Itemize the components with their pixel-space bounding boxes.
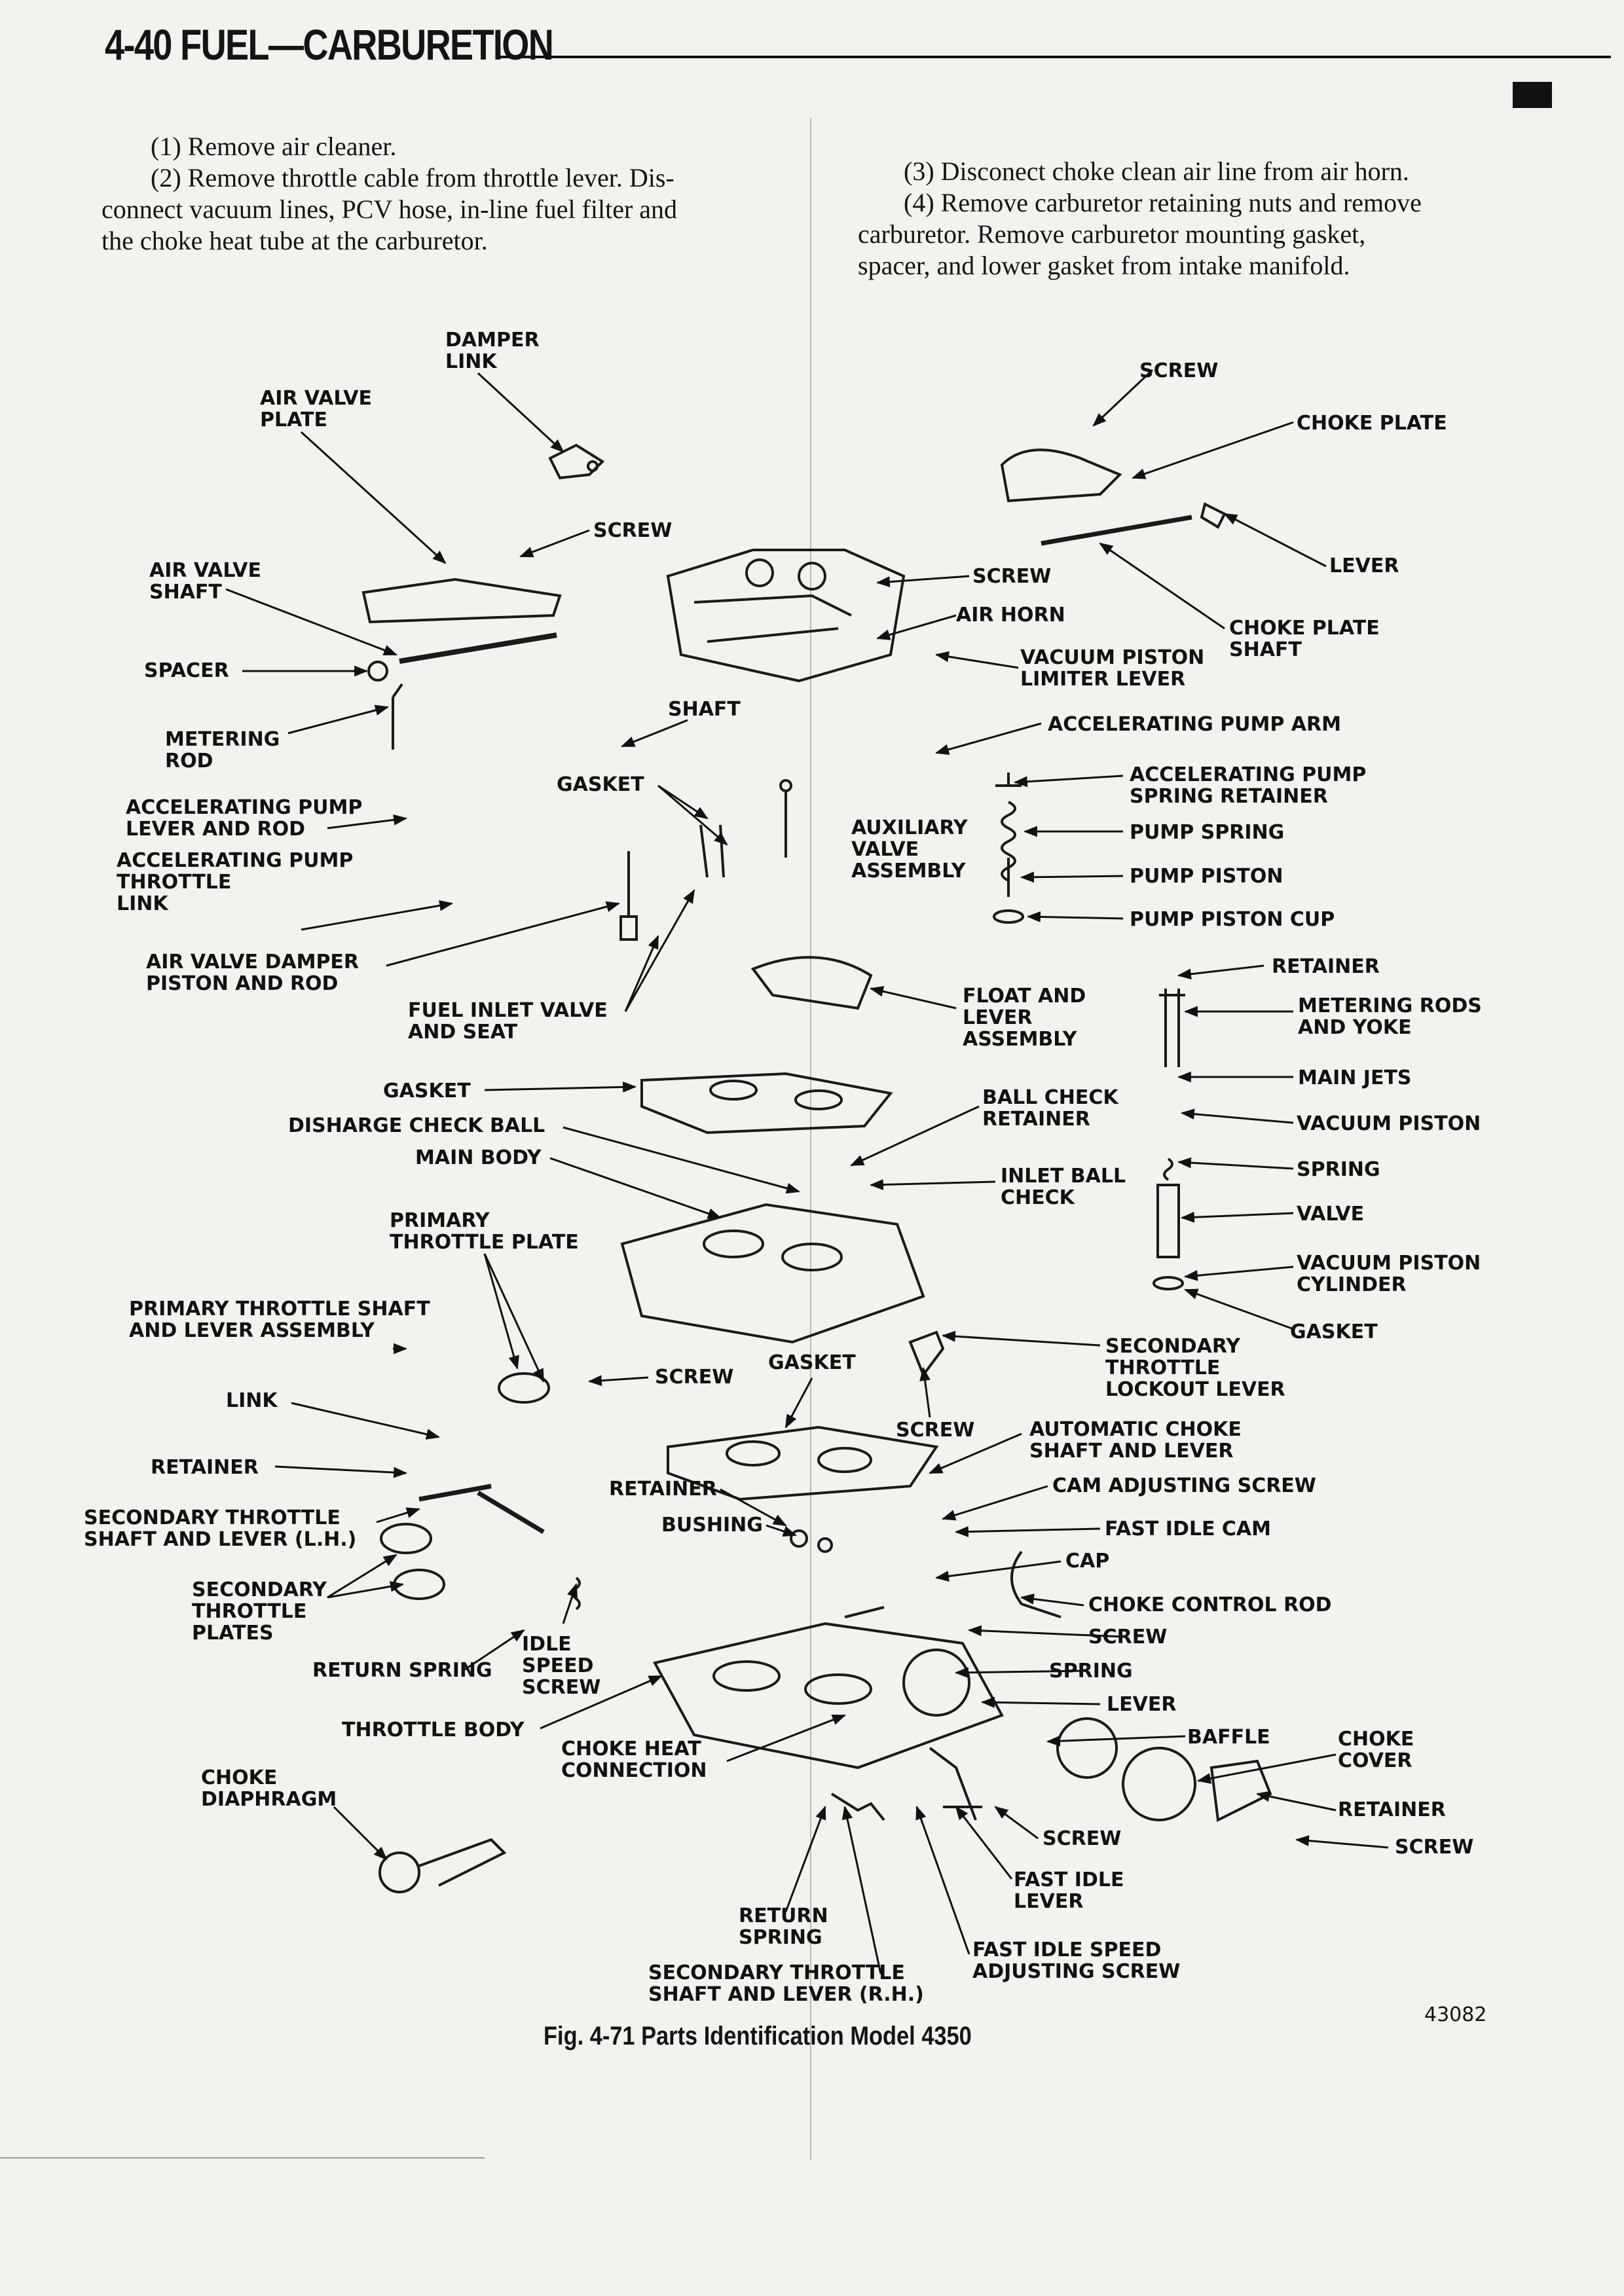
bottom-scan-rule <box>0 2157 485 2159</box>
callout-bushing: BUSHING <box>661 1514 763 1537</box>
callout-choke-heat-connection: CHOKE HEAT CONNECTION <box>561 1738 707 1782</box>
step-3: (3) Disconect choke clean air line from air horn. <box>904 156 1409 186</box>
callout-inlet-ball-check: INLET BALL CHECK <box>1001 1165 1126 1209</box>
callout-screw-lower-right: SCREW <box>1088 1626 1168 1649</box>
callout-spacer: SPACER <box>144 659 229 682</box>
figure-caption: Fig. 4-71 Parts Identification Model 4350 <box>544 2022 972 2050</box>
callout-screw-top-right: SCREW <box>1139 359 1219 382</box>
callout-secondary-lockout-lever: SECONDARY THROTTLE LOCKOUT LEVER <box>1105 1335 1285 1401</box>
step-2-cont: the choke heat tube at the carburetor. <box>101 226 488 255</box>
callout-fast-idle-speed-screw: FAST IDLE SPEED ADJUSTING SCREW <box>972 1939 1181 1983</box>
figure-number: 43082 <box>1424 2003 1487 2026</box>
callout-ball-check-retainer: BALL CHECK RETAINER <box>982 1086 1118 1131</box>
callout-gasket-mid: GASKET <box>383 1080 471 1102</box>
callout-return-spring-bottom: RETURN SPRING <box>739 1904 828 1949</box>
callout-secondary-throttle-plates: SECONDARY THROTTLE PLATES <box>192 1578 327 1645</box>
callout-screw-auto-choke: SCREW <box>896 1419 975 1442</box>
callout-choke-control-rod: CHOKE CONTROL ROD <box>1088 1594 1332 1616</box>
callout-pump-spring: PUMP SPRING <box>1130 821 1285 844</box>
callout-gasket-lower: GASKET <box>768 1351 856 1374</box>
callout-accel-pump-lever-rod: ACCELERATING PUMP LEVER AND ROD <box>126 796 363 841</box>
callout-lever-lower: LEVER <box>1107 1693 1177 1716</box>
callout-discharge-check-ball: DISHARGE CHECK BALL <box>288 1114 545 1137</box>
callout-retainer-center: RETAINER <box>609 1478 717 1501</box>
callout-vacuum-piston-cylinder: VACUUM PISTON CYLINDER <box>1297 1252 1481 1296</box>
callout-vacuum-piston: VACUUM PISTON <box>1297 1112 1481 1135</box>
callout-air-valve-shaft: AIR VALVE SHAFT <box>149 559 262 604</box>
callout-throttle-body: THROTTLE BODY <box>342 1719 525 1741</box>
callout-retainer-right: RETAINER <box>1272 955 1380 978</box>
callout-secondary-throttle-shaft-lh: SECONDARY THROTTLE SHAFT AND LEVER (L.H.) <box>84 1506 357 1551</box>
callout-primary-throttle-plate: PRIMARY THROTTLE PLATE <box>390 1209 579 1254</box>
callout-secondary-throttle-shaft-rh: SECONDARY THROTTLE SHAFT AND LEVER (R.H.) <box>648 1961 924 2006</box>
callout-cap: CAP <box>1065 1550 1110 1573</box>
callout-vacuum-piston-limiter: VACUUM PISTON LIMITER LEVER <box>1020 646 1205 691</box>
callout-valve: VALVE <box>1297 1203 1365 1226</box>
callout-screw-bottom: SCREW <box>1043 1827 1122 1850</box>
callout-float-lever: FLOAT AND LEVER ASSEMBLY <box>963 985 1086 1051</box>
callout-accel-pump-arm: ACCELERATING PUMP ARM <box>1048 713 1341 736</box>
callout-metering-rods-yoke: METERING RODS AND YOKE <box>1298 994 1482 1039</box>
callout-screw-upper: SCREW <box>593 519 673 542</box>
callout-choke-diaphragm: CHOKE DIAPHRAGM <box>201 1766 337 1811</box>
callout-spring-lower: SPRING <box>1049 1660 1133 1683</box>
callout-gasket-upper: GASKET <box>557 773 644 796</box>
callout-screw-primary: SCREW <box>655 1366 734 1389</box>
step-2-cont: connect vacuum lines, PCV hose, in-line fuel filter and <box>101 194 678 224</box>
callout-choke-plate-shaft: CHOKE PLATE SHAFT <box>1229 617 1380 661</box>
callout-fuel-inlet-valve: FUEL INLET VALVE AND SEAT <box>408 999 608 1044</box>
callout-gasket-right: GASKET <box>1290 1321 1378 1343</box>
callout-accel-pump-throttle-link: ACCELERATING PUMP THROTTLE LINK <box>117 849 354 915</box>
callout-accel-pump-spring-retainer: ACCELERATING PUMP SPRING RETAINER <box>1130 763 1367 808</box>
callout-choke-cover: CHOKE COVER <box>1338 1728 1414 1772</box>
callout-screw-bottom-right: SCREW <box>1395 1836 1474 1859</box>
callout-fast-idle-cam: FAST IDLE CAM <box>1105 1518 1271 1540</box>
step-4-cont: spacer, and lower gasket from intake manifold. <box>858 251 1350 280</box>
callout-damper-link: DAMPER LINK <box>445 329 540 373</box>
callout-main-body: MAIN BODY <box>415 1146 542 1169</box>
callout-return-spring-left: RETURN SPRING <box>312 1659 492 1682</box>
page-title: 4-40 FUEL—CARBURETION <box>105 20 553 69</box>
callout-air-valve-damper-piston: AIR VALVE DAMPER PISTON AND ROD <box>146 951 360 995</box>
callout-cam-adjusting-screw: CAM ADJUSTING SCREW <box>1052 1474 1316 1497</box>
callout-metering-rod: METERING ROD <box>165 728 280 773</box>
callout-screw-airhorn: SCREW <box>972 565 1052 588</box>
callout-link: LINK <box>226 1389 278 1412</box>
callout-lever-top: LEVER <box>1329 555 1399 577</box>
step-4-cont: carburetor. Remove carburetor mounting gasket, <box>858 219 1366 249</box>
callout-primary-throttle-shaft: PRIMARY THROTTLE SHAFT AND LEVER ASSEMBLY <box>129 1298 430 1342</box>
callout-pump-piston-cup: PUMP PISTON CUP <box>1130 908 1335 931</box>
callout-pump-piston: PUMP PISTON <box>1130 865 1283 888</box>
callout-idle-speed-screw: IDLE SPEED SCREW <box>522 1633 601 1699</box>
callout-auxiliary-valve: AUXILIARY VALVE ASSEMBLY <box>851 816 968 883</box>
callout-retainer-left: RETAINER <box>151 1456 259 1479</box>
callout-air-horn: AIR HORN <box>956 604 1065 627</box>
callout-retainer-bottom-right: RETAINER <box>1338 1798 1446 1821</box>
callout-main-jets: MAIN JETS <box>1298 1066 1412 1089</box>
callout-air-valve-plate: AIR VALVE PLATE <box>260 387 373 431</box>
callout-automatic-choke-shaft: AUTOMATIC CHOKE SHAFT AND LEVER <box>1029 1418 1242 1463</box>
step-2: (2) Remove throttle cable from throttle lever. Dis- <box>151 163 674 192</box>
callout-shaft: SHAFT <box>668 698 741 721</box>
callout-fast-idle-lever: FAST IDLE LEVER <box>1014 1868 1124 1913</box>
step-4: (4) Remove carburetor retaining nuts and remove <box>904 188 1422 217</box>
callout-choke-plate: CHOKE PLATE <box>1297 412 1447 435</box>
callout-baffle: BAFFLE <box>1187 1726 1270 1749</box>
step-1: (1) Remove air cleaner. <box>151 132 397 161</box>
callout-spring-right: SPRING <box>1297 1158 1380 1181</box>
